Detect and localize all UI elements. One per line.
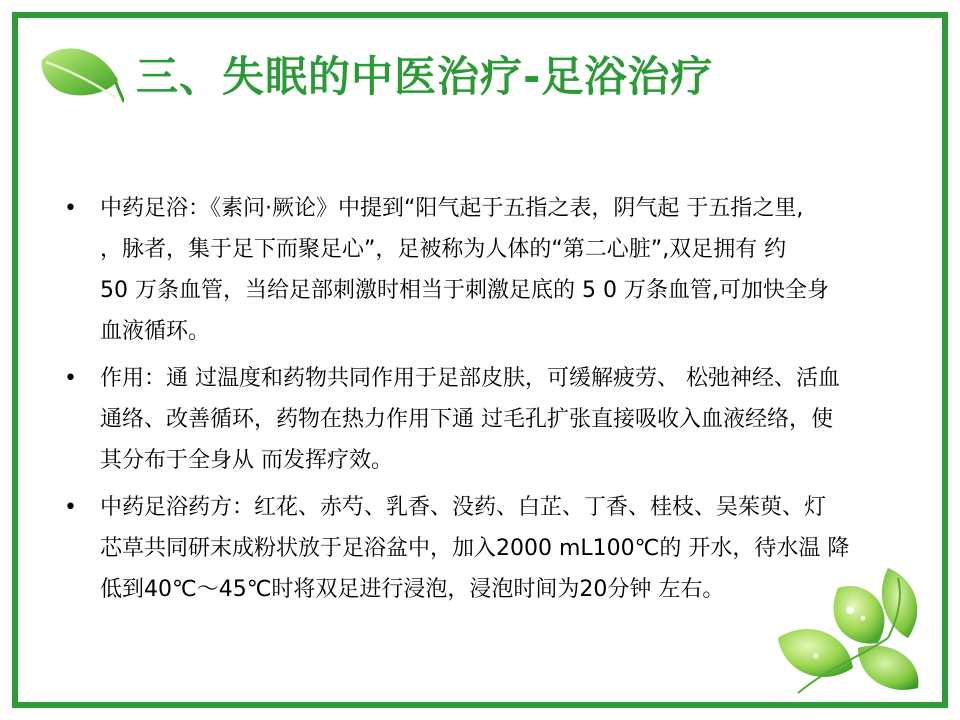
bullet-effect	[60, 358, 920, 481]
text-line: 中药足浴药方：红花、赤芍、乳香、没药、白芷、丁香、桂枝、吴茱萸、灯	[100, 495, 827, 520]
leaves-decoration-icon	[738, 548, 938, 698]
bullet-text	[100, 188, 920, 352]
text-line: 50 万条血管，当给足部刺激时相当于刺激足底的 5 0 万条血管,可加快全身	[100, 278, 829, 303]
text-line: 低到40℃～45℃时将双足进行浸泡，浸泡时间为20分钟 左右。	[100, 577, 725, 602]
bullet-text	[100, 358, 920, 481]
page-title: 三、失眠的中医治疗-足浴治疗	[136, 52, 714, 101]
text-line: ，脉者，集于足下而聚足心”，足被称为人体的“第二心脏”,双足拥有 约	[100, 237, 787, 262]
bullet-marker: •	[64, 495, 77, 520]
leaf-icon	[38, 40, 124, 106]
text-line: 血液循环。	[100, 319, 211, 344]
bullet-marker: •	[64, 196, 77, 221]
text-line: 作用：通 过温度和药物共同作用于足部皮肤，可缓解疲劳、 松弛神经、活血	[100, 366, 840, 391]
bullet-marker: •	[64, 366, 77, 391]
text-line: 芯草共同研末成粉状放于足浴盆中，加入2000 mL100℃的 开水，待水温 降	[100, 536, 850, 561]
text-line: 其分布于全身从 而发挥疗效。	[100, 448, 393, 473]
text-line: 通络、改善循环，药物在热力作用下通 过毛孔扩张直接吸收入血液经络，使	[100, 407, 833, 432]
text-line: 中药足浴：《素问·厥论》中提到“阳气起于五指之表，阴气起 于五指之里,	[100, 196, 804, 221]
bullet-footbath	[60, 188, 920, 352]
